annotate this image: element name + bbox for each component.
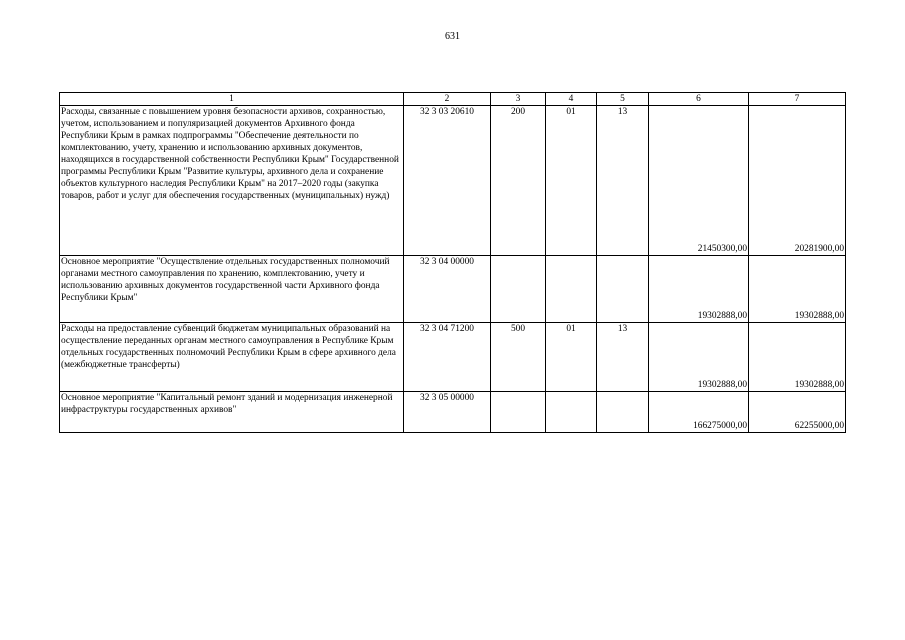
table-row bbox=[60, 392, 846, 433]
table-row bbox=[60, 256, 846, 323]
table-header-row bbox=[60, 93, 846, 106]
subsection-code bbox=[597, 392, 649, 433]
target-code: 32 3 03 20610 bbox=[404, 106, 491, 256]
page-number: 631 bbox=[445, 31, 460, 42]
budget-table bbox=[59, 92, 846, 433]
header-cell: 5 bbox=[597, 93, 649, 106]
subsection-code bbox=[597, 256, 649, 323]
expense-type-code bbox=[491, 392, 546, 433]
expense-name: Расходы, связанные с повышением уровня безопасности архивов, сохранностью, учетом, использованием и популяризацией документов Архивного фонда Республики Крым в рамках подпрограммы "Обеспечение деятельности по комплектованию, учету, хранению и использованию архивных документов, находящихся в государственной собственности Республики Крым" Государственной программы Республики Крым "Развитие культуры, архивного дела и сохранение объектов культурного наследия Республики Крым" на 2017–2020 годы (закупка товаров, работ и услуг для обеспечения государственных (муниципальных) нужд) bbox=[60, 106, 404, 256]
section-code bbox=[546, 392, 597, 433]
subsection-code: 13 bbox=[597, 323, 649, 392]
amount-column-6: 19302888,00 bbox=[649, 256, 749, 323]
expense-type-code: 500 bbox=[491, 323, 546, 392]
table-row bbox=[60, 106, 846, 256]
table-row bbox=[60, 323, 846, 392]
expense-name: Основное мероприятие "Капитальный ремонт зданий и модернизация инженерной инфраструктуры государственных архивов" bbox=[60, 392, 404, 433]
target-code: 32 3 04 00000 bbox=[404, 256, 491, 323]
section-code bbox=[546, 256, 597, 323]
expense-name: Расходы на предоставление субвенций бюджетам муниципальных образований на осуществление переданных органам местного самоуправления в Республике Крым отдельных государственных полномочий Республики Крым в сфере архивного дела (межбюджетные трансферты) bbox=[60, 323, 404, 392]
amount-column-7: 19302888,00 bbox=[749, 323, 846, 392]
target-code: 32 3 05 00000 bbox=[404, 392, 491, 433]
header-cell: 2 bbox=[404, 93, 491, 106]
target-code: 32 3 04 71200 bbox=[404, 323, 491, 392]
amount-column-7: 20281900,00 bbox=[749, 106, 846, 256]
subsection-code: 13 bbox=[597, 106, 649, 256]
expense-name: Основное мероприятие "Осуществление отдельных государственных полномочий органами местного самоуправления по хранению, комплектованию, учету и использованию архивных документов государственной части Архивного фонда Республики Крым" bbox=[60, 256, 404, 323]
header-cell: 7 bbox=[749, 93, 846, 106]
amount-column-7: 62255000,00 bbox=[749, 392, 846, 433]
amount-column-7: 19302888,00 bbox=[749, 256, 846, 323]
header-cell: 6 bbox=[649, 93, 749, 106]
amount-column-6: 21450300,00 bbox=[649, 106, 749, 256]
section-code: 01 bbox=[546, 106, 597, 256]
header-cell: 1 bbox=[60, 93, 404, 106]
amount-column-6: 19302888,00 bbox=[649, 323, 749, 392]
expense-type-code bbox=[491, 256, 546, 323]
expense-type-code: 200 bbox=[491, 106, 546, 256]
section-code: 01 bbox=[546, 323, 597, 392]
amount-column-6: 166275000,00 bbox=[649, 392, 749, 433]
header-cell: 4 bbox=[546, 93, 597, 106]
header-cell: 3 bbox=[491, 93, 546, 106]
